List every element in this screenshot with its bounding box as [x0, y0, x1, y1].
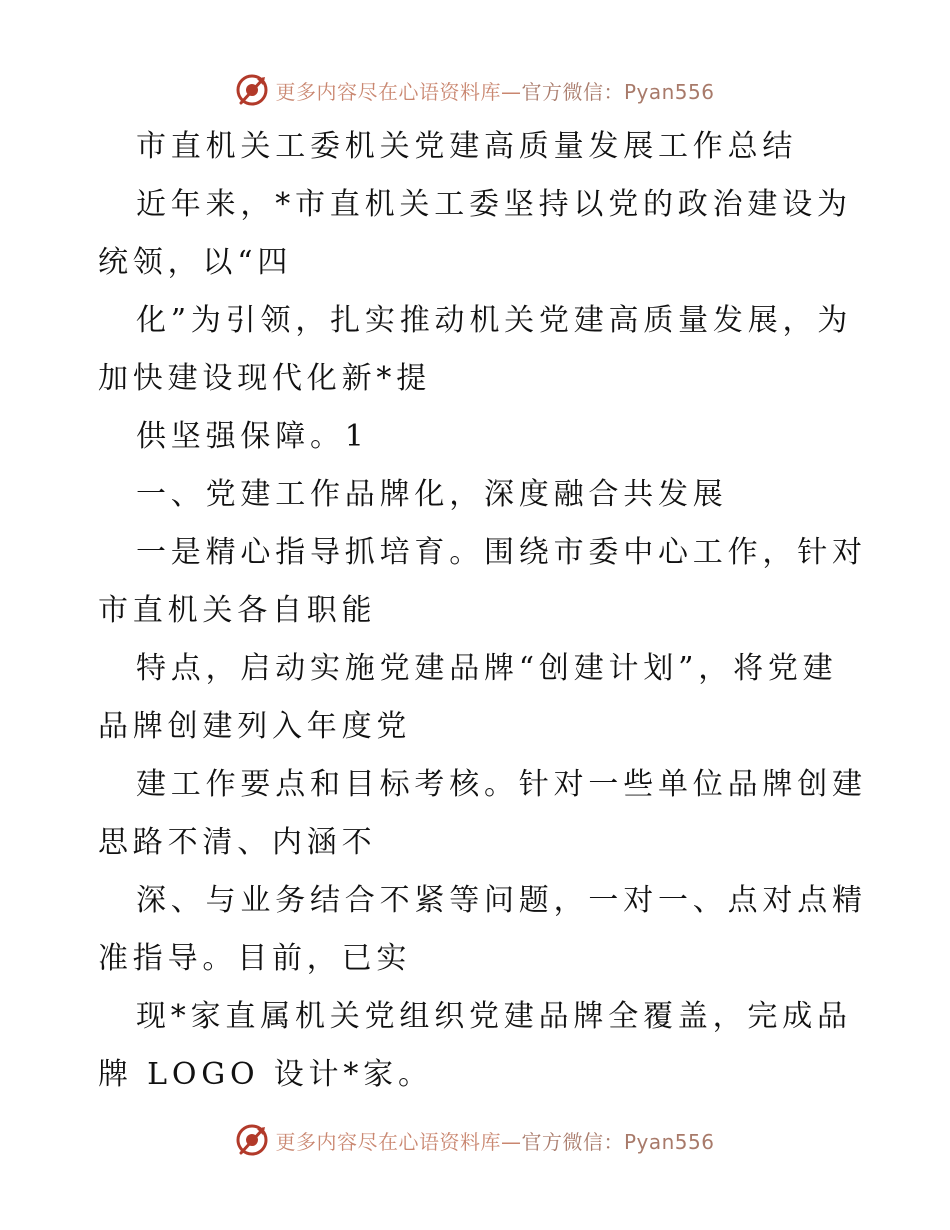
quill-logo-icon — [235, 1123, 269, 1157]
paragraph-line: 加快建设现代化新*提 — [98, 361, 431, 396]
watermark-footer — [0, 1120, 950, 1160]
paragraph-line: 准指导。目前，已实 — [98, 941, 412, 976]
quill-logo-icon — [235, 73, 269, 107]
paragraph-line: 化”为引领，扎实推动机关党建高质量发展，为 — [136, 303, 853, 338]
paragraph-line: 深、与业务结合不紧等问题，一对一、点对点精 — [136, 883, 867, 918]
paragraph-line: 市直机关各自职能 — [98, 593, 377, 628]
watermark-header — [0, 70, 950, 110]
paragraph-line: 品牌创建列入年度党 — [98, 709, 412, 744]
section-heading: 一、党建工作品牌化，深度融合共发展 — [136, 477, 728, 512]
watermark-text: 更多内容尽在心语资料库—官方微信：Pyan556 — [275, 79, 715, 104]
paragraph-line: 供坚强保障。1 — [136, 419, 369, 454]
document-body — [98, 118, 867, 1104]
paragraph-line: 统领，以“四 — [98, 245, 293, 280]
watermark-text: 更多内容尽在心语资料库—官方微信：Pyan556 — [275, 1129, 715, 1154]
paragraph-line: 近年来，*市直机关工委坚持以党的政治建设为 — [136, 187, 852, 222]
paragraph-line: 思路不清、内涵不 — [98, 825, 377, 860]
paragraph-line: 一是精心指导抓培育。围绕市委中心工作，针对 — [136, 535, 867, 570]
document-title: 市直机关工委机关党建高质量发展工作总结 — [136, 129, 798, 164]
paragraph-line: 建工作要点和目标考核。针对一些单位品牌创建 — [136, 767, 867, 802]
paragraph-line: 现*家直属机关党组织党建品牌全覆盖，完成品 — [136, 999, 852, 1034]
paragraph-line: 牌 LOGO 设计*家。 — [98, 1057, 433, 1092]
paragraph-line: 特点，启动实施党建品牌“创建计划”，将党建 — [136, 651, 838, 686]
